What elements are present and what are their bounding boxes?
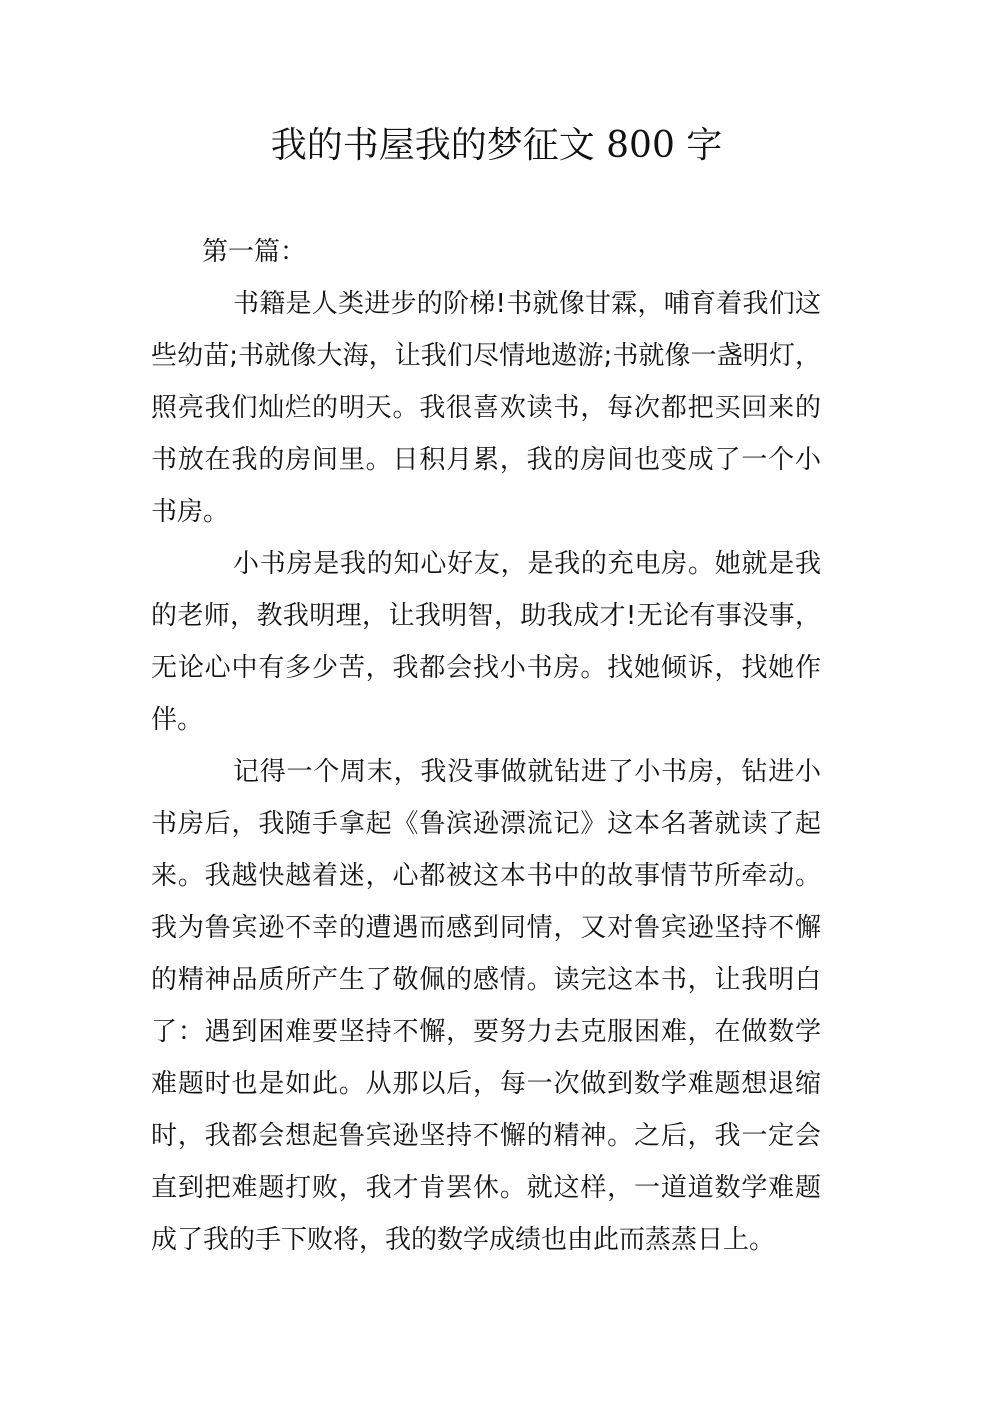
- section-label: 第一篇：: [202, 237, 307, 267]
- document-title: 我的书屋我的梦征文 800 字: [270, 125, 723, 166]
- paragraph-1: 书籍是人类进步的阶梯!书就像甘霖，哺育着我们这些幼苗;书就像大海，让我们尽情地遨游;书就像一盏明灯，照亮我们灿烂的明天。我很喜欢读书，每次都把买回来的书放在我的房间里。日积月累，我的房间也变成了一个小书房。: [151, 289, 821, 527]
- document-body: [151, 278, 821, 1266]
- paragraph-2: 小书房是我的知心好友，是我的充电房。她就是我的老师，教我明理，让我明智，助我成才!无论有事没事，无论心中有多少苦，我都会找小书房。找她倾诉，找她作伴。: [151, 549, 821, 735]
- paragraph-3: 记得一个周末，我没事做就钻进了小书房，钻进小书房后，我随手拿起《鲁滨逊漂流记》这本名著就读了起来。我越快越着迷，心都被这本书中的故事情节所牵动。我为鲁宾逊不幸的遭遇而感到同情，又对鲁宾逊坚持不懈的精神品质所产生了敬佩的感情。读完这本书，让我明白了：遇到困难要坚持不懈，要努力去克服困难，在做数学难题时也是如此。从那以后，每一次做到数学难题想退缩时，我都会想起鲁宾逊坚持不懈的精神。之后，我一定会直到把难题打败，我才肯罢休。就这样，一道道数学难题成了我的手下败将，我的数学成绩也由此而蒸蒸日上。: [151, 757, 821, 1255]
